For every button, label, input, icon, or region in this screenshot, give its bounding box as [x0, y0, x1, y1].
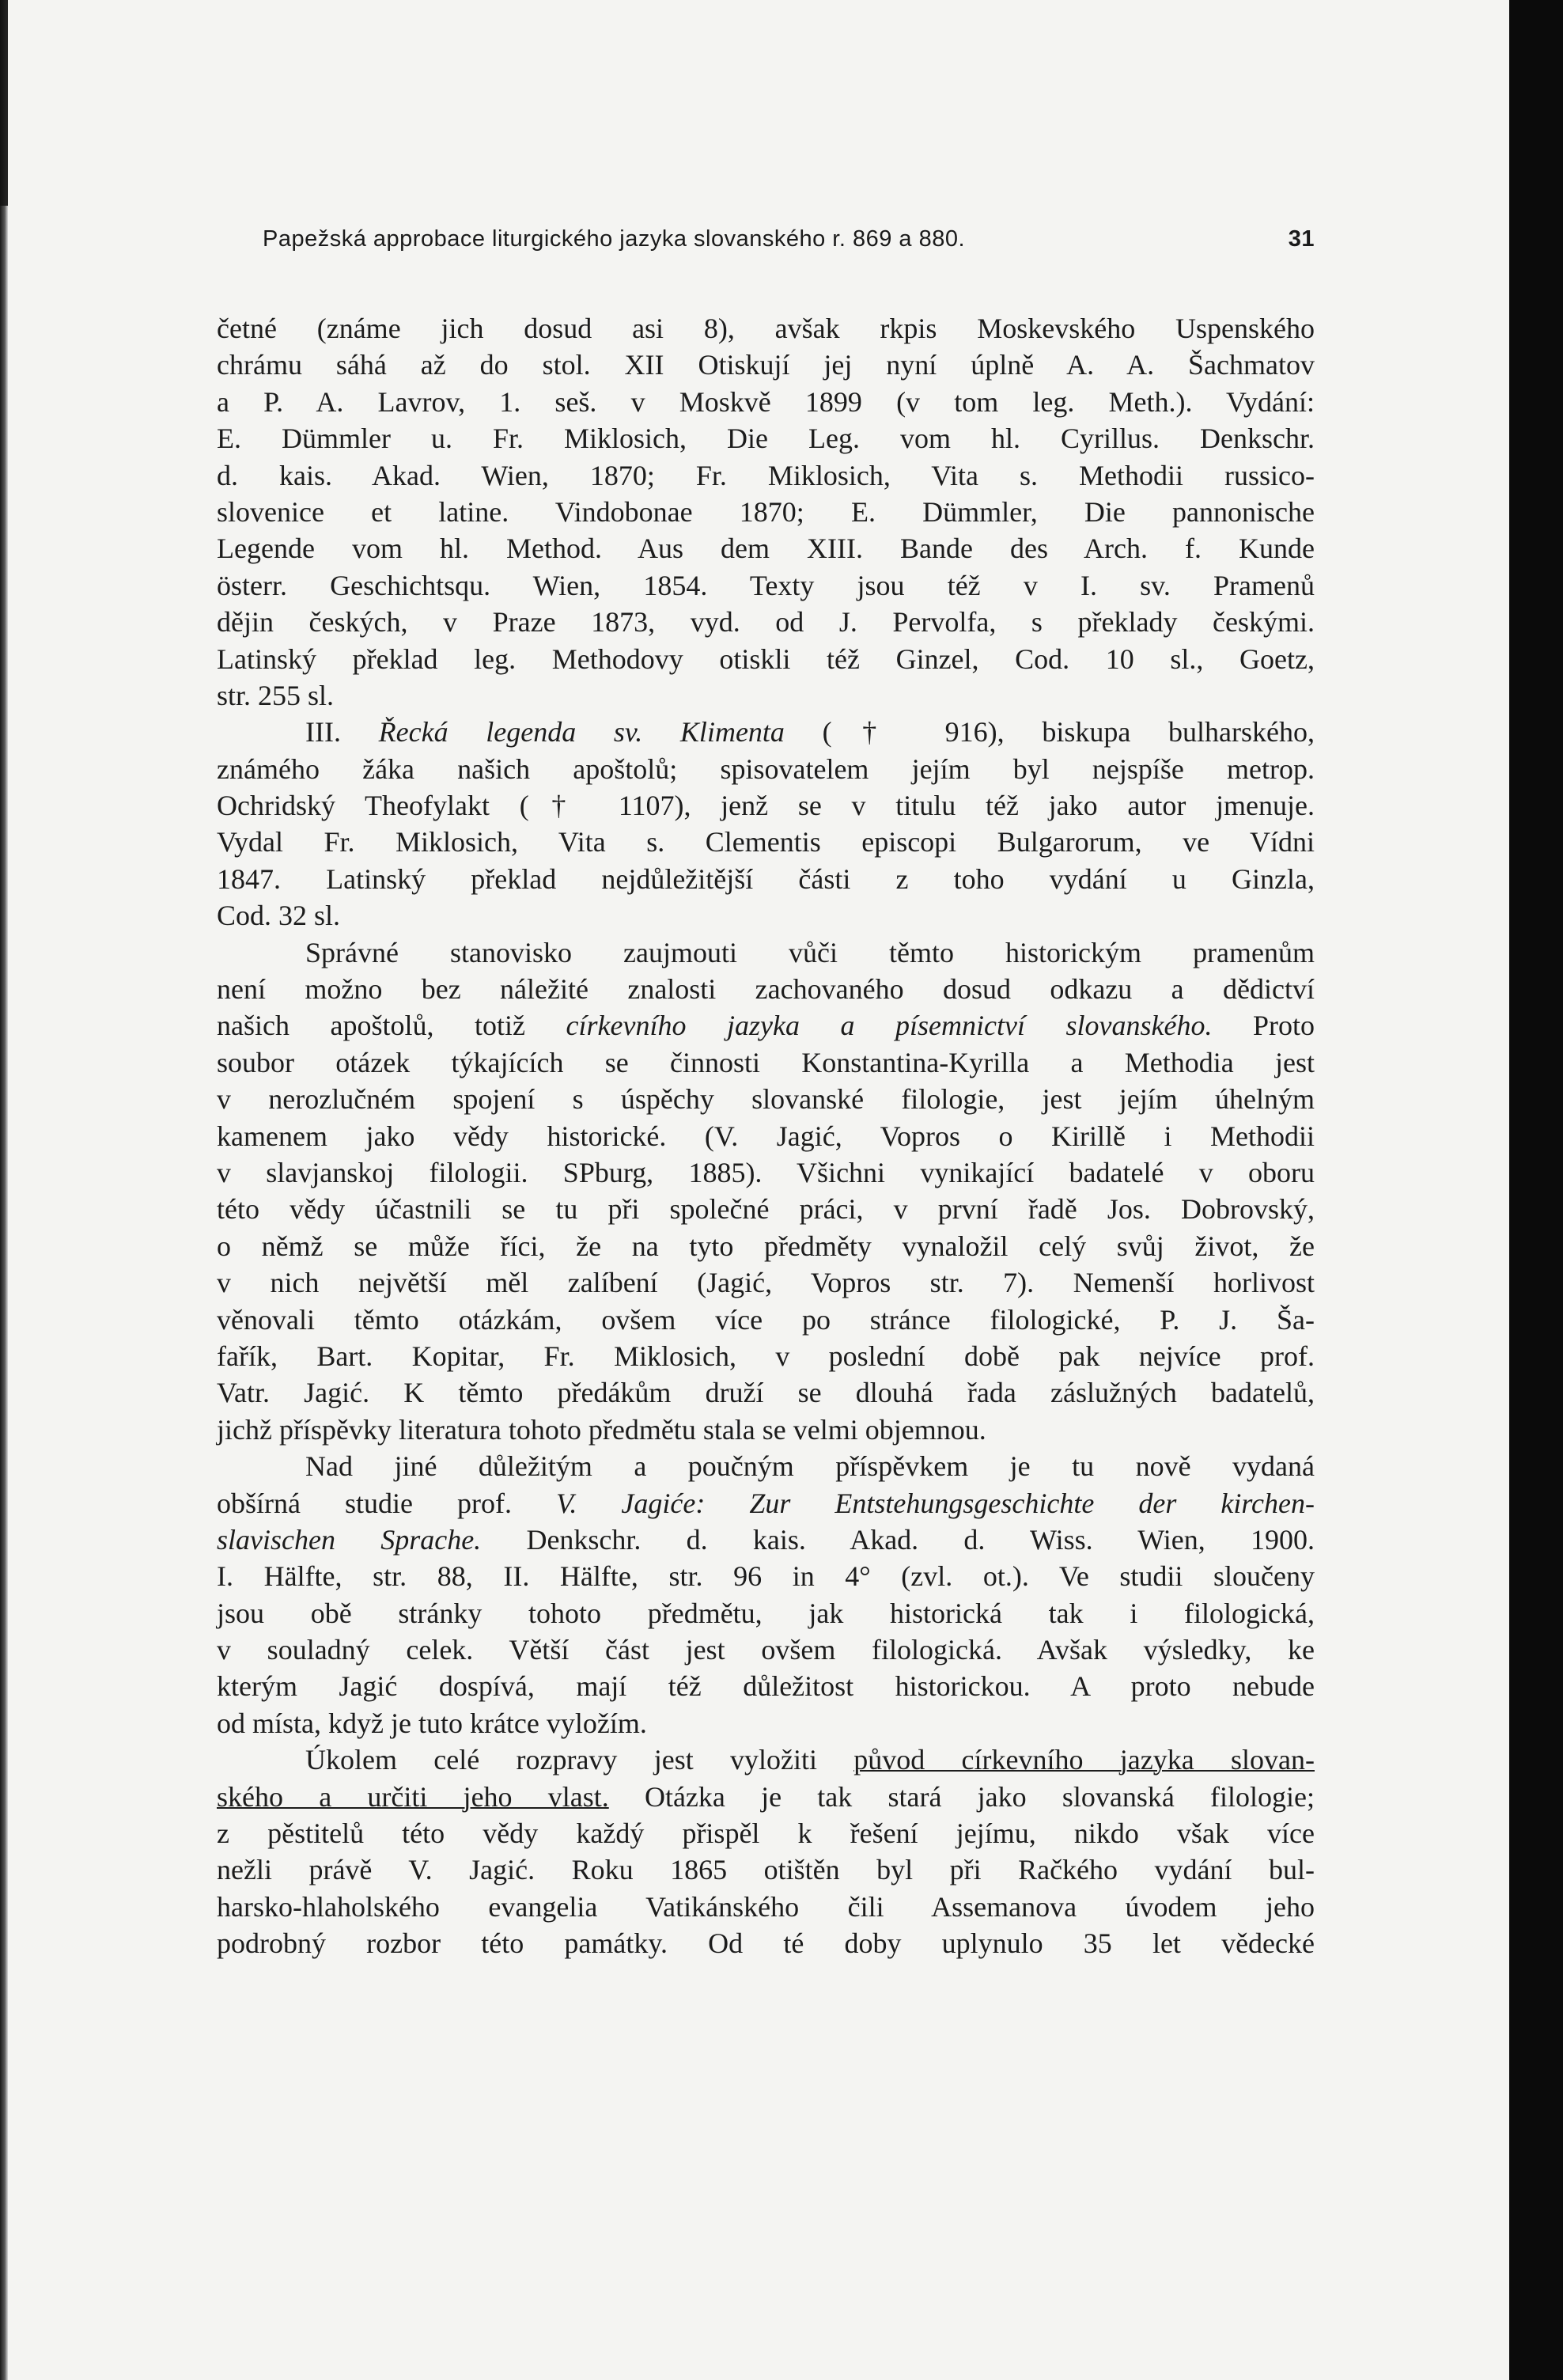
line-text: Latinský překlad leg. Methodovy otiskli též Ginzel, Cod. 10 sl., Goetz,: [217, 642, 1315, 675]
italic-title: V. Jagiće: Zur Entstehungsgeschichte der kirchen-: [556, 1487, 1315, 1519]
scan-border-right: [1509, 0, 1563, 2380]
body-text: [217, 310, 1315, 1962]
text-line: [217, 1558, 1315, 1594]
text-line: [217, 1705, 1315, 1741]
text-line: [217, 1007, 1315, 1044]
text-line: [217, 641, 1315, 677]
text-line: [217, 1925, 1315, 1961]
line-text: harsko-hlaholského evangelia Vatikánského čili Assemanova úvodem jeho: [217, 1890, 1315, 1923]
line-text: soubor otázek týkajících se činnosti Konstantina-Kyrilla a Methodia jest: [217, 1046, 1315, 1078]
text-line: [217, 1741, 1315, 1778]
italic-title: církevního jazyka a písemnictví slovanského.: [566, 1010, 1213, 1042]
line-text: dějin českých, v Praze 1873, vyd. od J. Pervolfa, s překlady českými.: [217, 606, 1315, 639]
line-text: kterým Jagić dospívá, mají též důležitost historickou. A proto nebude: [217, 1670, 1315, 1703]
text-line: [217, 1595, 1315, 1632]
line-text: d. kais. Akad. Wien, 1870; Fr. Miklosich, Vita s. Methodii russico-: [217, 459, 1315, 491]
text-line: [217, 1412, 1315, 1448]
line-text: v nerozlučném spojení s úspěchy slovanské filologie, jest jejím úhelným: [217, 1083, 1315, 1116]
text-line: [217, 934, 1315, 971]
text-line: [217, 1228, 1315, 1264]
line-text: Správné stanovisko zaujmouti vůči těmto historickým pramenům: [305, 936, 1315, 968]
line-text: této vědy účastnili se tu při společné práci, v první řadě Jos. Dobrovský,: [217, 1193, 1315, 1226]
text-line: [217, 897, 1315, 934]
italic-title: slavischen Sprache.: [217, 1523, 482, 1556]
line-text: o němž se může říci, že na tyto předměty vynaložil celý svůj život, že: [217, 1230, 1315, 1262]
text-line: [217, 861, 1315, 897]
underlined-phrase: ského a určiti jeho vlast.: [217, 1780, 609, 1813]
text-line: [217, 494, 1315, 530]
line-text: († 916), biskupa bulharského,: [784, 716, 1315, 748]
text-line: [217, 420, 1315, 457]
line-text: Vydal Fr. Miklosich, Vita s. Clementis episcopi Bulgarorum, ve Vídni: [217, 826, 1315, 858]
italic-title: Řecká legenda sv. Klimenta: [378, 716, 785, 748]
line-text: našich apoštolů, totiž: [217, 1010, 566, 1042]
text-line: [217, 1081, 1315, 1117]
text-line: [217, 530, 1315, 567]
text-line: [217, 604, 1315, 640]
running-header: [263, 226, 1315, 252]
text-line: [217, 1448, 1315, 1484]
text-line: [217, 1264, 1315, 1301]
text-line: [217, 1851, 1315, 1888]
text-line: [217, 310, 1315, 347]
line-text: jichž příspěvky literatura tohoto předmětu stala se velmi objemnou.: [217, 1413, 986, 1446]
text-line: [217, 1302, 1315, 1338]
line-text: 1847. Latinský překlad nejdůležitější části z toho vydání u Ginzla,: [217, 862, 1315, 895]
text-line: [217, 1815, 1315, 1851]
line-text: österr. Geschichtsqu. Wien, 1854. Texty jsou též v I. sv. Pramenů: [217, 569, 1315, 601]
line-text: fařík, Bart. Kopitar, Fr. Miklosich, v poslední době pak nejvíce prof.: [217, 1340, 1315, 1372]
text-line: [217, 347, 1315, 383]
text-line: [217, 1154, 1315, 1191]
text-line: [217, 1522, 1315, 1558]
text-line: [217, 567, 1315, 604]
line-text: od místa, když je tuto krátce vyložím.: [217, 1707, 647, 1739]
text-line: [217, 1668, 1315, 1704]
line-text: Legende vom hl. Method. Aus dem XIII. Bande des Arch. f. Kunde: [217, 532, 1315, 565]
text-line: [217, 384, 1315, 420]
text-line: [217, 1485, 1315, 1522]
line-text: Cod. 32 sl.: [217, 900, 341, 932]
line-text: věnovali těmto otázkám, ovšem více po stránce filologické, P. J. Ša-: [217, 1303, 1315, 1336]
line-text: kamenem jako vědy historické. (V. Jagić, Vopros o Kirillě i Methodii: [217, 1120, 1315, 1152]
line-text: obšírná studie prof.: [217, 1487, 557, 1519]
line-text: jsou obě stránky tohoto předmětu, jak historická tak i filologická,: [217, 1597, 1315, 1629]
text-line: [217, 1632, 1315, 1668]
page-binding-shadow: [0, 0, 8, 2380]
line-text: Otázka je tak stará jako slovanská filologie;: [608, 1780, 1315, 1813]
line-text: četné (známe jich dosud asi 8), avšak rkpis Moskevského Uspenského: [217, 313, 1315, 344]
text-line: [217, 457, 1315, 494]
text-line: [217, 1374, 1315, 1411]
line-text: nežli právě V. Jagić. Roku 1865 otištěn byl při Račkého vydání bul-: [217, 1854, 1315, 1886]
text-line: [217, 714, 1315, 750]
line-text: v slavjanskoj filologii. SPburg, 1885). Všichni vynikající badatelé v oboru: [217, 1156, 1315, 1188]
text-line: [217, 1044, 1315, 1081]
line-text: v souladný celek. Větší část jest ovšem filologická. Avšak výsledky, ke: [217, 1634, 1315, 1666]
line-text: str. 255 sl.: [217, 679, 335, 711]
text-line: [217, 824, 1315, 860]
line-text: Vatr. Jagić. K těmto předákům druží se dlouhá řada záslužných badatelů,: [217, 1377, 1315, 1409]
page-number: 31: [1288, 226, 1315, 252]
line-text: v nich největší měl zalíbení (Jagić, Vopros str. 7). Nemenší horlivost: [217, 1267, 1315, 1299]
line-text: známého žáka našich apoštolů; spisovatelem jejím byl nejspíše metrop.: [217, 752, 1315, 785]
line-text: chrámu sáhá až do stol. XII Otiskují jej nyní úplně A. A. Šachmatov: [217, 349, 1315, 381]
running-title: Papežská approbace liturgického jazyka slovanského r. 869 a 880.: [263, 226, 966, 252]
line-text: Úkolem celé rozpravy jest vyložiti: [305, 1744, 854, 1776]
line-text: slovenice et latine. Vindobonae 1870; E. Dümmler, Die pannonische: [217, 495, 1315, 528]
underlined-phrase: původ církevního jazyka slovan-: [853, 1744, 1315, 1776]
line-text: a P. A. Lavrov, 1. seš. v Moskvě 1899 (v tom leg. Meth.). Vydání:: [217, 385, 1315, 418]
line-text: E. Dümmler u. Fr. Miklosich, Die Leg. vom hl. Cyrillus. Denkschr.: [217, 423, 1315, 455]
line-text: I. Hälfte, str. 88, II. Hälfte, str. 96 in 4° (zvl. ot.). Ve studii sloučeny: [217, 1560, 1315, 1593]
line-text: III.: [305, 716, 379, 748]
text-line: [217, 1118, 1315, 1154]
line-text: podrobný rozbor této památky. Od té doby uplynulo 35 let vědecké: [217, 1927, 1315, 1960]
line-text: není možno bez náležité znalosti zachovaného dosud odkazu a dědictví: [217, 973, 1315, 1006]
text-line: [217, 1191, 1315, 1227]
text-line: [217, 971, 1315, 1007]
line-text: Ochridský Theofylakt († 1107), jenž se v titulu též jako autor jmenuje.: [217, 790, 1315, 822]
text-line: [217, 1889, 1315, 1925]
line-text: z pěstitelů této vědy každý přispěl k řešení jejímu, nikdo však více: [217, 1817, 1315, 1850]
text-line: [217, 1779, 1315, 1815]
line-text: Denkschr. d. kais. Akad. d. Wiss. Wien, 1900.: [481, 1523, 1315, 1556]
line-text: Proto: [1212, 1010, 1315, 1042]
line-text: Nad jiné důležitým a poučným příspěvkem je tu nově vydaná: [305, 1450, 1315, 1483]
text-line: [217, 787, 1315, 824]
text-line: [217, 677, 1315, 714]
text-line: [217, 1338, 1315, 1374]
text-line: [217, 751, 1315, 787]
